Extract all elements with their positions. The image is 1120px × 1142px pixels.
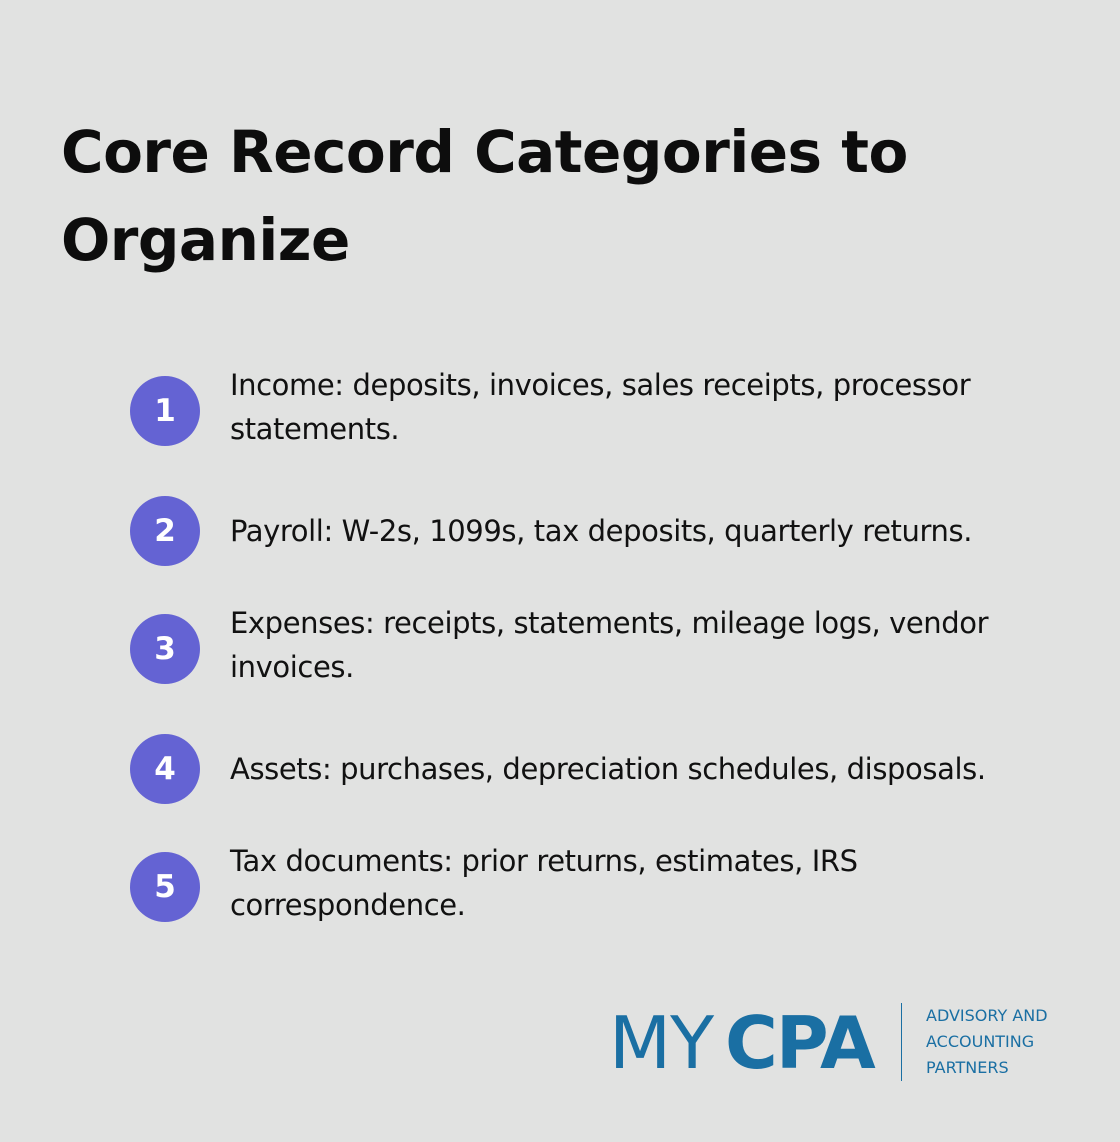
number-badge: 3	[130, 614, 200, 684]
logo-tagline-line: ADVISORY AND	[926, 1006, 1048, 1025]
mycpa-logo	[609, 1000, 1069, 1086]
number-badge: 5	[130, 852, 200, 922]
list-item	[130, 734, 1030, 804]
list-item-text: Income: deposits, invoices, sales receipts, processor statements.	[230, 368, 971, 446]
list-item-text: Tax documents: prior returns, estimates, IRS correspondence.	[230, 844, 858, 922]
list-item	[130, 844, 1030, 922]
number-badge: 2	[130, 496, 200, 566]
number-badge: 4	[130, 734, 200, 804]
list-item	[130, 368, 1030, 446]
logo-my-text: MY	[609, 1001, 714, 1085]
list-item-text: Assets: purchases, depreciation schedules, disposals.	[230, 752, 986, 786]
list-item	[130, 496, 1030, 566]
logo-tagline	[926, 1003, 1076, 1081]
logo-tagline-line: ACCOUNTING	[926, 1032, 1035, 1051]
list-item-text: Expenses: receipts, statements, mileage logs, vendor invoices.	[230, 606, 989, 684]
list-item	[130, 606, 1030, 684]
number-badge: 1	[130, 376, 200, 446]
logo-tagline-line: PARTNERS	[926, 1058, 1009, 1077]
logo-cpa-text: CPA	[725, 1001, 874, 1085]
list-item-text: Payroll: W-2s, 1099s, tax deposits, quarterly returns.	[230, 514, 973, 548]
logo-divider	[901, 1003, 902, 1081]
page-title: Core Record Categories to Organize	[61, 118, 908, 274]
